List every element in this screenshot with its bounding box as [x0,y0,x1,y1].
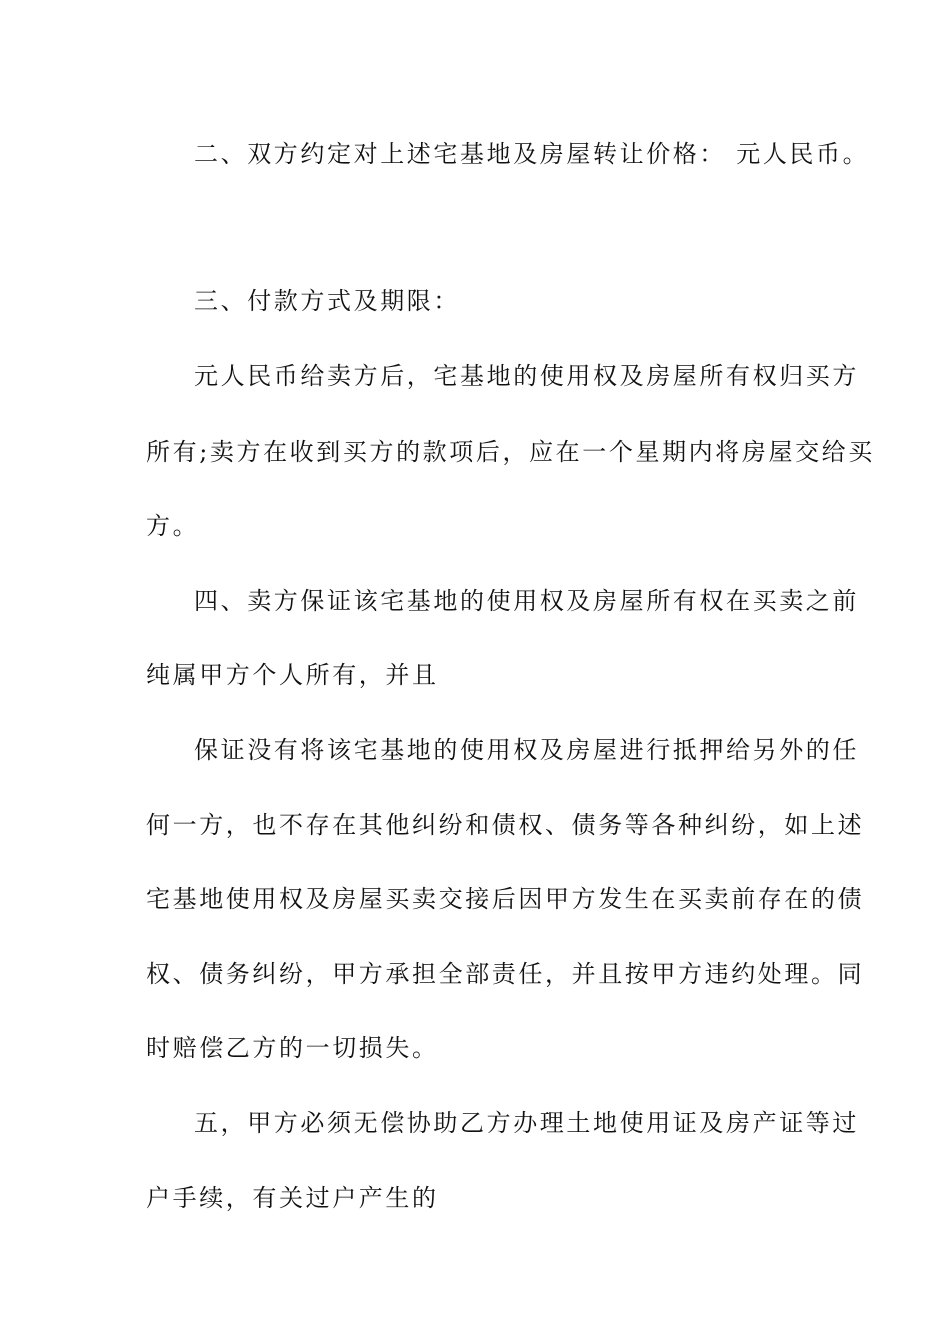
clause-2-line: 二、双方约定对上述宅基地及房屋转让价格： 元人民币。 [194,140,870,168]
clause-4-line-6: 权、债务纠纷，甲方承担全部责任，并且按甲方违约处理。同 [146,960,865,988]
clause-4-line-2: 纯属甲方个人所有，并且 [146,661,439,689]
clause-4-line-4: 何一方，也不存在其他纠纷和债权、债务等各种纠纷，如上述 [146,811,865,839]
clause-5-line-1: 五，甲方必须无偿协助乙方办理土地使用证及房产证等过 [194,1109,859,1137]
clause-4-line-1: 四、卖方保证该宅基地的使用权及房屋所有权在买卖之前 [194,587,859,615]
clause-3-line-1: 元人民币给卖方后，宅基地的使用权及房屋所有权归买方 [194,362,859,390]
clause-3-line-3: 方。 [146,512,200,540]
clause-4-line-3: 保证没有将该宅基地的使用权及房屋进行抵押给另外的任 [194,736,859,764]
clause-4-line-5: 宅基地使用权及房屋买卖交接后因甲方发生在买卖前存在的债 [146,885,865,913]
clause-3-heading: 三、付款方式及期限： [194,287,460,315]
clause-5-line-2: 户手续，有关过户产生的 [146,1184,439,1212]
clause-4-line-7: 时赔偿乙方的一切损失。 [146,1034,439,1062]
clause-3-line-2: 所有;卖方在收到买方的款项后，应在一个星期内将房屋交给买 [146,438,875,466]
